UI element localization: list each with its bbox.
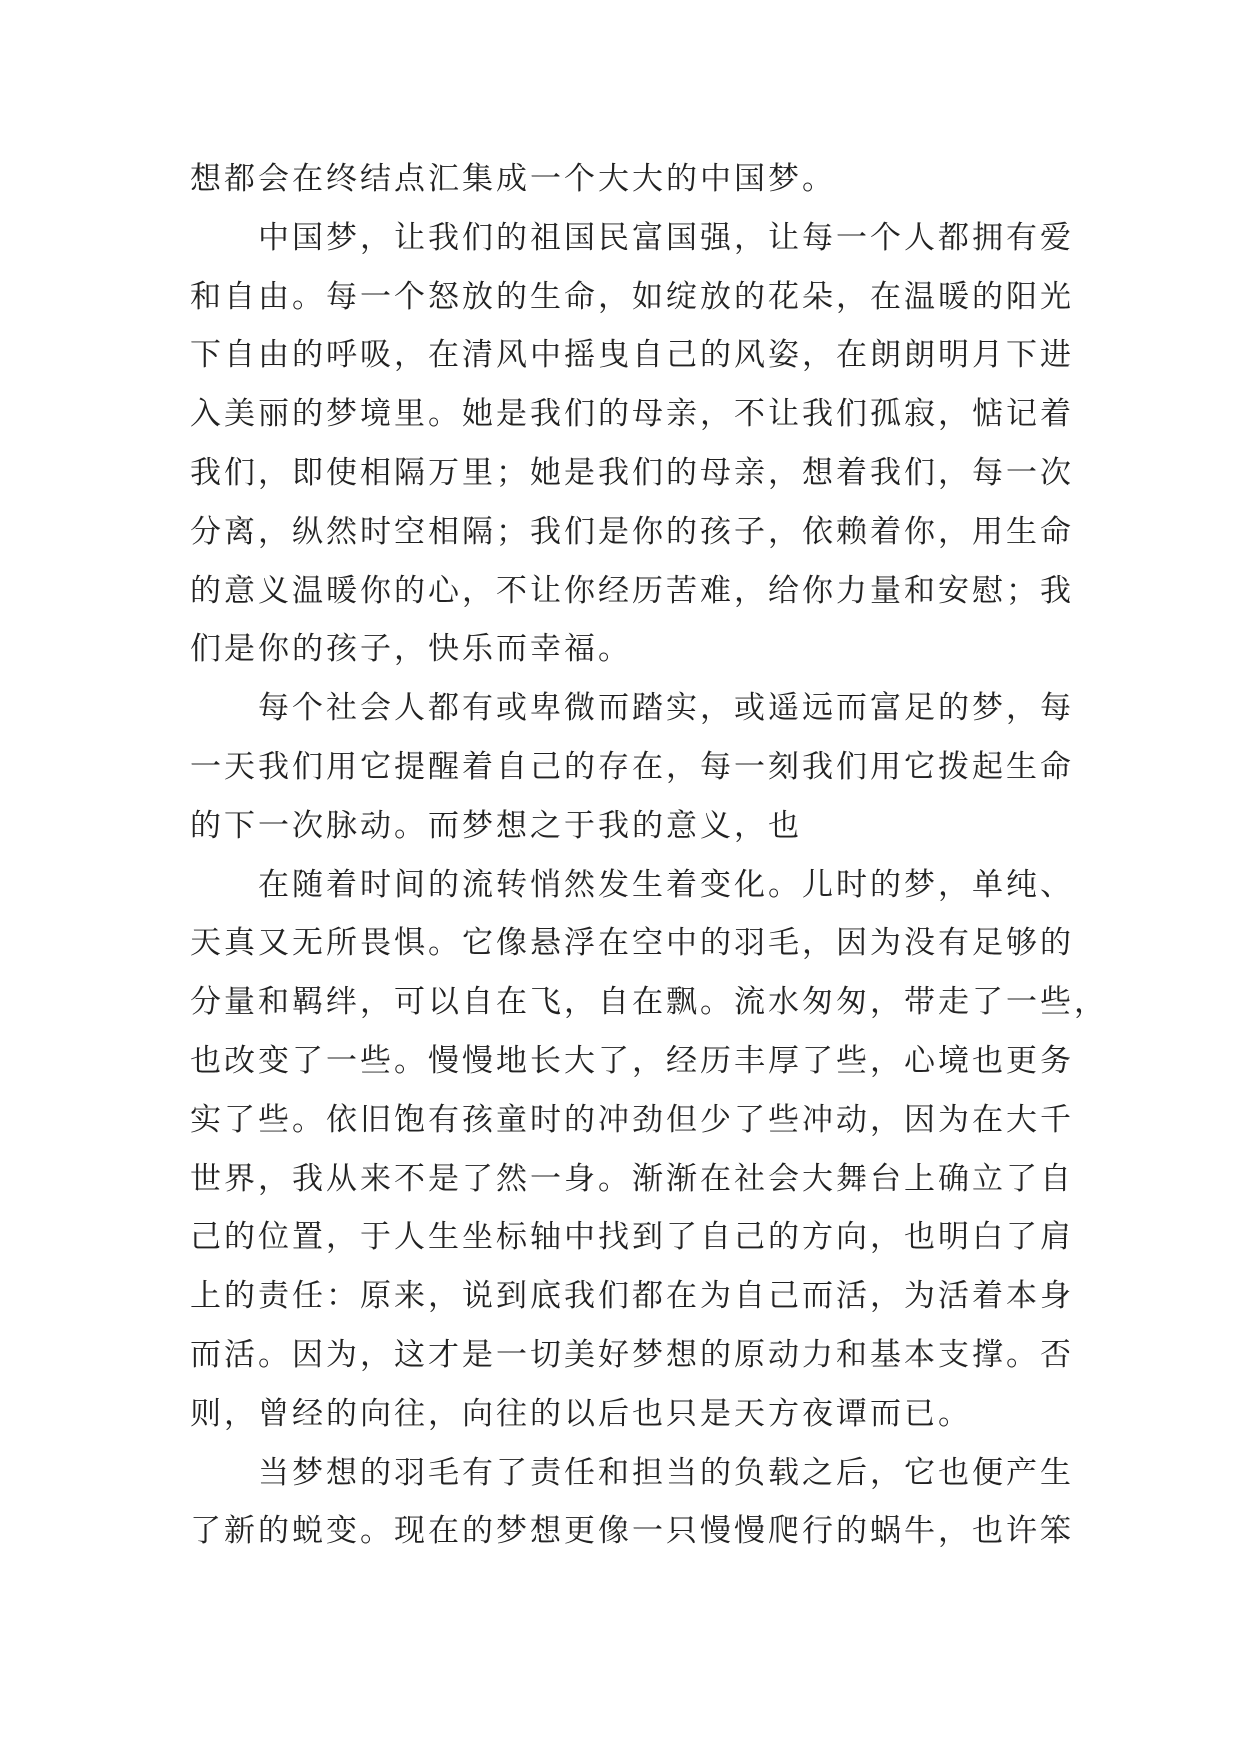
text-line: 每个社会人都有或卑微而踏实，或遥远而富足的梦，每: [258, 690, 1074, 727]
text-line: 我们，即使相隔万里；她是我们的母亲，想着我们，每一次: [190, 454, 1074, 491]
text-line: 天真又无所畏惧。它像悬浮在空中的羽毛，因为没有足够的: [190, 925, 1074, 962]
text-line: 中国梦，让我们的祖国民富国强，让每一个人都拥有爱: [258, 219, 1074, 256]
text-line: 当梦想的羽毛有了责任和担当的负载之后，它也便产生: [258, 1454, 1074, 1491]
text-line: 实了些。依旧饱有孩童时的冲劲但少了些冲动，因为在大千: [190, 1101, 1074, 1138]
text-line: 在随着时间的流转悄然发生着变化。儿时的梦，单纯、: [258, 866, 1074, 903]
text-line: 入美丽的梦境里。她是我们的母亲，不让我们孤寂，惦记着: [190, 396, 1074, 433]
text-line: 下自由的呼吸，在清风中摇曳自己的风姿，在朗朗明月下进: [190, 337, 1074, 374]
text-line: 的下一次脉动。而梦想之于我的意义，也: [190, 807, 802, 844]
text-line: 了新的蜕变。现在的梦想更像一只慢慢爬行的蜗牛，也许笨: [190, 1513, 1074, 1550]
text-line: 分量和羁绊，可以自在飞，自在飘。流水匆匆，带走了一些，: [190, 984, 1108, 1021]
text-line: 一天我们用它提醒着自己的存在，每一刻我们用它拨起生命: [190, 748, 1074, 785]
text-line: 的意义温暖你的心，不让你经历苦难，给你力量和安慰；我: [190, 572, 1074, 609]
body-text: [190, 150, 1108, 1561]
text-line: 上的责任：原来，说到底我们都在为自己而活，为活着本身: [190, 1278, 1074, 1315]
text-line: 而活。因为，这才是一切美好梦想的原动力和基本支撑。否: [190, 1336, 1074, 1373]
text-line: 分离，纵然时空相隔；我们是你的孩子，依赖着你，用生命: [190, 513, 1074, 550]
text-line: 和自由。每一个怒放的生命，如绽放的花朵，在温暖的阳光: [190, 278, 1074, 315]
text-line: 则，曾经的向往，向往的以后也只是天方夜谭而已。: [190, 1395, 972, 1432]
text-line: 想都会在终结点汇集成一个大大的中国梦。: [190, 161, 836, 197]
text-line: 们是你的孩子，快乐而幸福。: [190, 631, 632, 668]
text-line: 也改变了一些。慢慢地长大了，经历丰厚了些，心境也更务: [190, 1042, 1074, 1079]
text-line: 世界，我从来不是了然一身。渐渐在社会大舞台上确立了自: [190, 1160, 1074, 1197]
text-line: 己的位置，于人生坐标轴中找到了自己的方向，也明白了肩: [190, 1219, 1074, 1256]
